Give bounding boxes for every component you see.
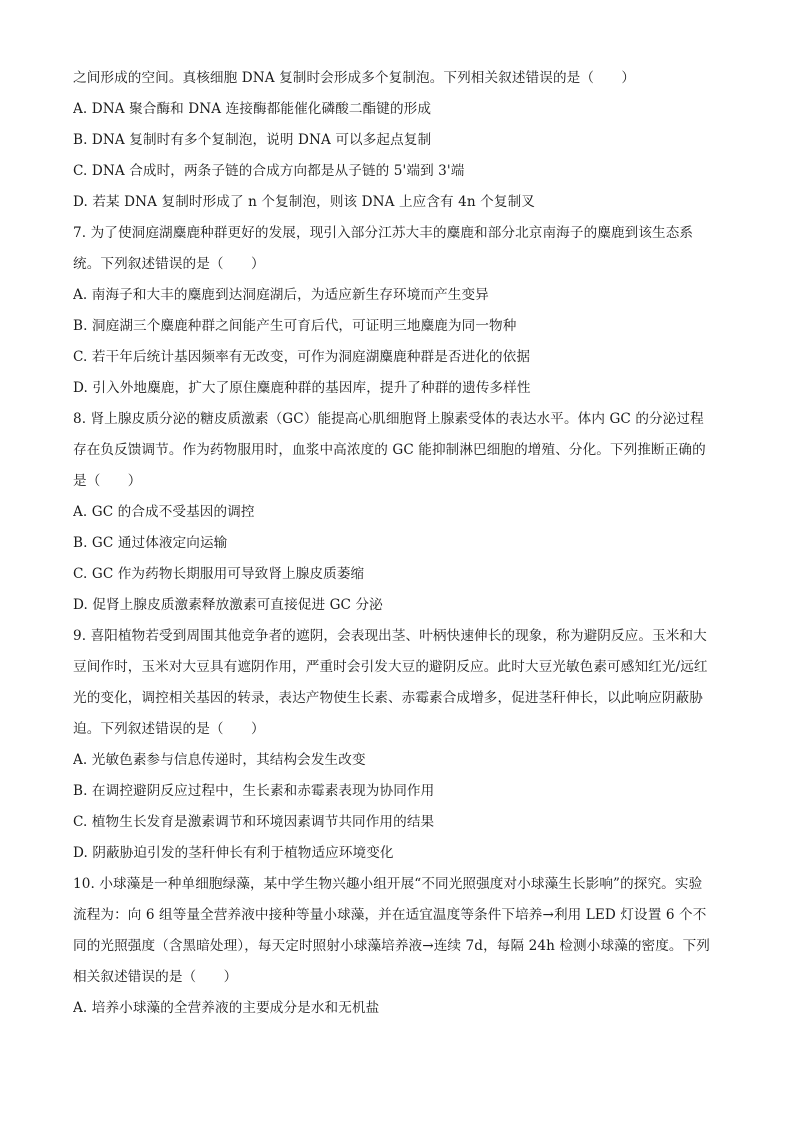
- option-line: A. 光敏色素参与信息传递时，其结构会发生改变: [73, 752, 366, 768]
- question-8-stem: 8. 肾上腺皮质分泌的糖皮质激素（GC）能提高心肌细胞肾上腺素受体的表达水平。体内 GC 的分泌过程: [73, 411, 704, 427]
- question-7-stem: 统。下列叙述错误的是（ ）: [73, 256, 265, 272]
- option-line: B. 在调控避阴反应过程中，生长素和赤霉素表现为协同作用: [73, 783, 435, 799]
- option-line: A. 培养小球藻的全营养液的主要成分是水和无机盐: [73, 1000, 380, 1016]
- question-10-stem: 流程为：向 6 组等量全营养液中接种等量小球藻，并在适宜温度等条件下培养→利用 LED 灯设置 6 个不: [73, 907, 707, 923]
- question-9-stem: 豆间作时，玉米对大豆具有遮阴作用，严重时会引发大豆的避阴反应。此时大豆光敏色素可感知红光/远红: [73, 659, 708, 675]
- question-10-stem: 相关叙述错误的是（ ）: [73, 969, 238, 985]
- question-9-stem: 9. 喜阳植物若受到周围其他竞争者的遮阴，会表现出茎、叶柄快速伸长的现象，称为避阴反应。玉米和大: [73, 628, 707, 644]
- option-line: C. 植物生长发育是激素调节和环境因素调节共同作用的结果: [73, 814, 435, 830]
- question-10-stem: 同的光照强度（含黑暗处理），每天定时照射小球藻培养液→连续 7d，每隔 24h 检测小球藻的密度。下列: [73, 938, 710, 954]
- option-line: D. 若某 DNA 复制时形成了 n 个复制泡，则该 DNA 上应含有 4n 个复制叉: [73, 194, 535, 210]
- question-8-stem: 是（ ）: [73, 473, 142, 489]
- question-8-stem: 存在负反馈调节。作为药物服用时，血浆中高浓度的 GC 能抑制淋巴细胞的增殖、分化。下列推断正确的: [73, 442, 706, 458]
- option-line: C. DNA 合成时，两条子链的合成方向都是从子链的 5'端到 3'端: [73, 163, 465, 179]
- option-line: D. 引入外地麋鹿，扩大了原住麋鹿种群的基因库，提升了种群的遗传多样性: [73, 380, 531, 396]
- option-line: B. GC 通过体液定向运输: [73, 535, 228, 551]
- text-line: 之间形成的空间。真核细胞 DNA 复制时会形成多个复制泡。下列相关叙述错误的是（ ）: [73, 70, 636, 86]
- option-line: B. 洞庭湖三个麋鹿种群之间能产生可育后代，可证明三地麋鹿为同一物种: [73, 318, 517, 334]
- question-7-stem: 7. 为了使洞庭湖麋鹿种群更好的发展，现引入部分江苏大丰的麋鹿和部分北京南海子的麋鹿到该生态系: [73, 225, 694, 241]
- option-line: D. 阴蔽胁迫引发的茎秆伸长有利于植物适应环境变化: [73, 845, 394, 861]
- question-10-stem: 10. 小球藻是一种单细胞绿藻，某中学生物兴趣小组开展“不同光照强度对小球藻生长影响”的探究。实验: [73, 876, 703, 892]
- document-page: [73, 63, 723, 1024]
- option-line: A. GC 的合成不受基因的调控: [73, 504, 255, 520]
- option-line: A. DNA 聚合酶和 DNA 连接酶都能催化磷酸二酯键的形成: [73, 101, 432, 117]
- option-line: D. 促肾上腺皮质激素释放激素可直接促进 GC 分泌: [73, 597, 383, 613]
- option-line: B. DNA 复制时有多个复制泡，说明 DNA 可以多起点复制: [73, 132, 432, 148]
- option-line: C. GC 作为药物长期服用可导致肾上腺皮质萎缩: [73, 566, 365, 582]
- option-line: C. 若干年后统计基因频率有无改变，可作为洞庭湖麋鹿种群是否进化的依据: [73, 349, 531, 365]
- question-9-stem: 迫。下列叙述错误的是（ ）: [73, 721, 265, 737]
- question-9-stem: 光的变化，调控相关基因的转录，表达产物使生长素、赤霉素合成增多，促进茎秆伸长，以此响应阴蔽胁: [73, 690, 703, 706]
- option-line: A. 南海子和大丰的麋鹿到达洞庭湖后，为适应新生存环境而产生变异: [73, 287, 489, 303]
